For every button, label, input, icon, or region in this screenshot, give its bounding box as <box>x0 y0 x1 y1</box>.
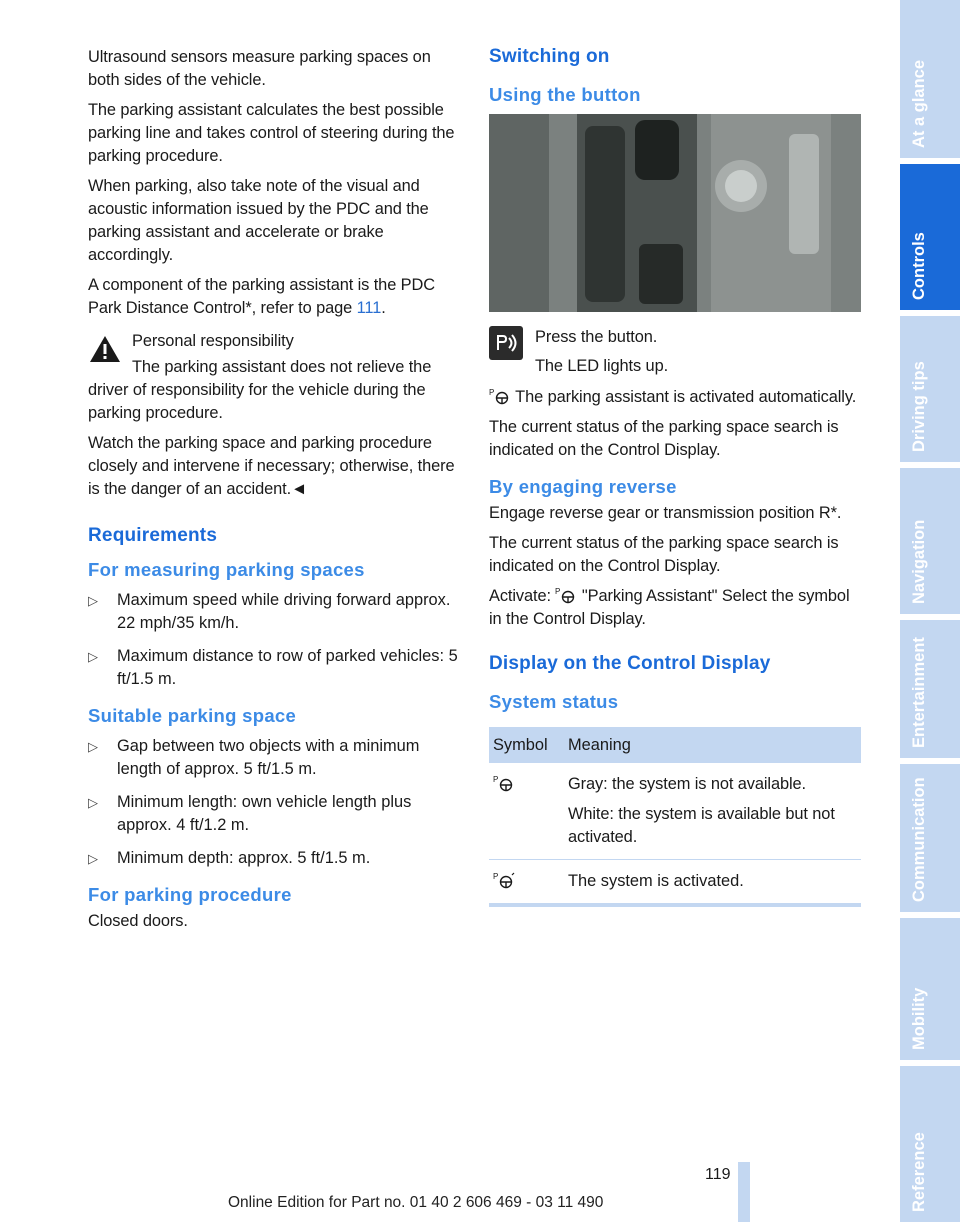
procedure-text: Closed doors. <box>88 912 188 930</box>
list-item: ▷ Minimum length: own vehicle length plus approx. 4 ft/1.2 m. <box>88 793 412 834</box>
status-text-2: The current status of the parking space search is indicated on the Control Display. <box>489 534 839 575</box>
parking-assistant-button-icon <box>489 326 523 360</box>
intro-paragraph-1: Ultrasound sensors measure parking spaces on both sides of the vehicle. <box>88 48 431 89</box>
reverse-text: Engage reverse gear or transmission position R*. <box>489 504 842 522</box>
tab-at-a-glance[interactable]: At a glance <box>900 0 960 158</box>
parking-assistant-icon <box>555 586 577 604</box>
console-photo <box>489 114 861 312</box>
table-header-row <box>489 727 861 763</box>
intro-paragraph-2: The parking assistant calculates the best possible parking line and takes control of steering during the parking procedure. <box>88 101 455 165</box>
table-row <box>489 763 861 860</box>
intro-paragraph-4: A component of the parking assistant is the PDC Park Distance Control*, refer to page 111. <box>88 276 435 317</box>
status-meaning-white: White: the system is available but not activated. <box>568 805 835 846</box>
activated-text: P The parking assistant is activated automatically. <box>489 388 857 406</box>
page-link[interactable]: 111 <box>356 299 382 317</box>
tab-entertainment[interactable]: Entertainment <box>900 620 960 758</box>
warning-body: The parking assistant does not relieve the driver of responsibility for the vehicle during the parking procedure. <box>88 358 432 422</box>
svg-text:P: P <box>493 775 499 784</box>
column-header-symbol: Symbol <box>489 727 564 763</box>
tab-mobility[interactable]: Mobility <box>900 918 960 1060</box>
warning-note <box>88 330 462 370</box>
heading-switching-on: Switching on <box>489 46 610 67</box>
tab-communication[interactable]: Communication <box>900 764 960 912</box>
warning-triangle-icon <box>88 334 122 364</box>
heading-display: Display on the Control Display <box>489 653 771 674</box>
button-note <box>489 326 861 378</box>
svg-text:P: P <box>489 388 495 397</box>
measuring-list <box>88 589 462 691</box>
page-number: 119 <box>705 1166 731 1183</box>
status-table <box>489 727 861 907</box>
list-item: ▷ Maximum speed while driving forward approx. 22 mph/35 km/h. <box>88 591 451 632</box>
parking-assistant-icon <box>493 774 515 792</box>
heading-requirements: Requirements <box>88 525 218 546</box>
footer-text: Online Edition for Part no. 01 40 2 606 469 - 03 11 490 <box>228 1194 604 1211</box>
svg-text:P: P <box>493 872 499 881</box>
warning-title: Personal responsibility <box>132 332 294 350</box>
led-text: The LED lights up. <box>535 357 669 375</box>
left-column <box>88 46 462 940</box>
heading-measuring: For measuring parking spaces <box>88 559 365 580</box>
column-header-meaning: Meaning <box>564 727 861 763</box>
page-number-bar <box>738 1162 750 1222</box>
parking-assistant-icon <box>489 387 511 405</box>
tab-driving-tips[interactable]: Driving tips <box>900 316 960 462</box>
console-illustration <box>489 114 861 312</box>
warning-paragraph-2: Watch the parking space and parking procedure closely and intervene if necessary; otherwise, there is the danger of an accident.◄ <box>88 434 455 498</box>
activate-text: Activate: P "Parking Assistant" Select the symbol in the Control Display. <box>489 587 850 628</box>
status-meaning-gray: Gray: the system is not available. <box>568 775 807 793</box>
heading-reverse: By engaging reverse <box>489 476 677 497</box>
svg-text:P: P <box>555 587 561 596</box>
heading-system-status: System status <box>489 691 619 712</box>
heading-procedure: For parking procedure <box>88 884 292 905</box>
status-text-1: The current status of the parking space search is indicated on the Control Display. <box>489 418 839 459</box>
heading-suitable: Suitable parking space <box>88 705 297 726</box>
list-item: ▷ Gap between two objects with a minimum length of approx. 5 ft/1.5 m. <box>88 737 420 778</box>
heading-using-button: Using the button <box>489 84 641 105</box>
press-button-text: Press the button. <box>535 328 658 346</box>
intro-paragraph-3: When parking, also take note of the visual and acoustic information issued by the PDC and the parking assistant and accelerate or brake accordingly. <box>88 177 429 264</box>
table-row <box>489 860 861 906</box>
status-meaning-activated: The system is activated. <box>564 860 861 906</box>
chapter-sidebar <box>900 0 960 1222</box>
parking-assistant-active-icon <box>493 871 515 889</box>
list-item: ▷ Maximum distance to row of parked vehicles: 5 ft/1.5 m. <box>88 647 458 688</box>
right-column <box>489 46 861 907</box>
tab-navigation[interactable]: Navigation <box>900 468 960 614</box>
tab-controls[interactable]: Controls <box>900 164 960 310</box>
suitable-list <box>88 735 462 870</box>
list-item: ▷ Minimum depth: approx. 5 ft/1.5 m. <box>88 849 371 867</box>
tab-reference[interactable]: Reference <box>900 1066 960 1222</box>
